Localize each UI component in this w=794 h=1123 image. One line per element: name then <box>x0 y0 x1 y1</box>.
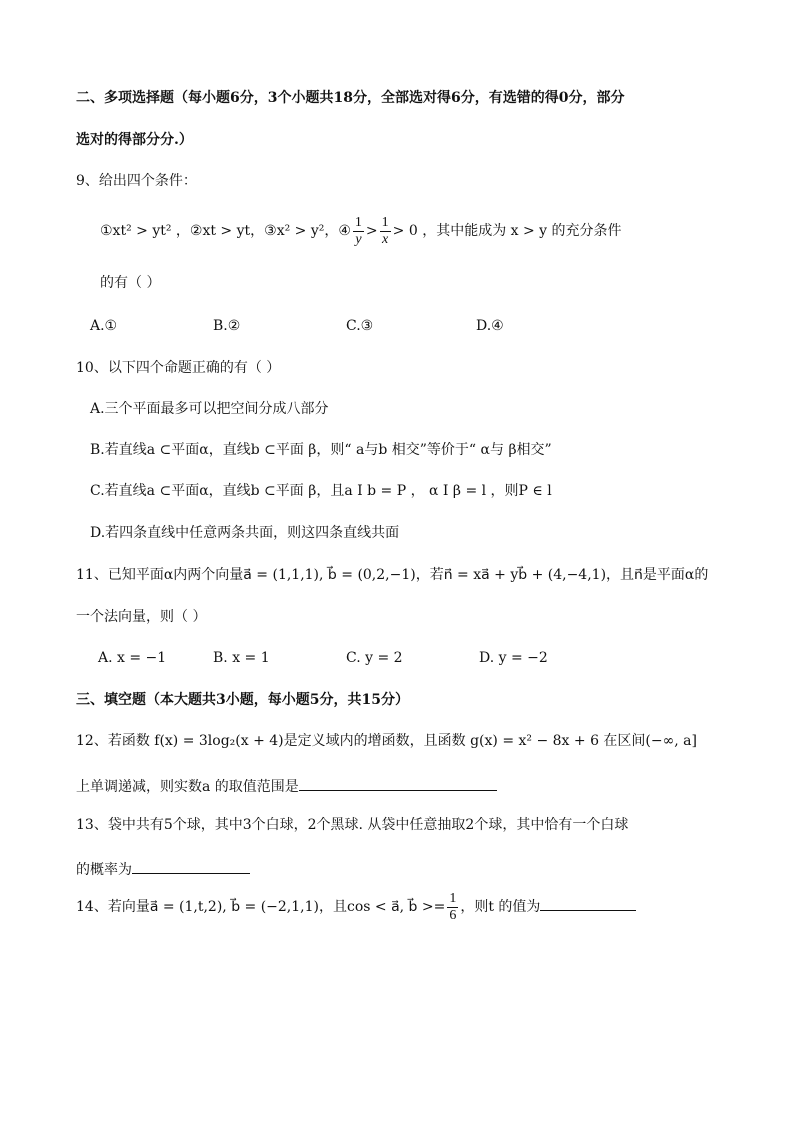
section2-title-line1: 二、多项选择题（每小题6分，3个小题共18分，全部选对得6分，有选错的得0分，部分 <box>76 90 625 106</box>
q9-option-b: B.② <box>213 318 241 334</box>
q13-line1: 13、袋中共有5个球，其中3个白球，2个黑球. 从袋中任意抽取2个球，其中恰有一个白球 <box>76 817 629 833</box>
q11-stem2: 一个法向量，则（ ） <box>76 609 207 625</box>
q11-option-a: A. x = −1 <box>98 650 167 666</box>
q9-option-a: A.① <box>90 318 118 334</box>
q9-gt: > <box>365 223 378 239</box>
section3-title: 三、填空题（本大题共3小题，每小题5分，共15分） <box>76 692 409 708</box>
q14-prefix: 14、若向量a⃗ = (1,t,2), b⃗ = (−2,1,1)，且cos < a⃗, b⃗ >= <box>76 899 446 915</box>
q10-option-c: C.若直线a ⊂平面α，直线b ⊂平面 β，且a I b = P ， α I β = l ，则P ∈ l <box>90 483 552 499</box>
q10-option-a: A.三个平面最多可以把空间分成八部分 <box>90 401 329 417</box>
q9-fraction-1-over-y: $\frac{1}{y}$ <box>354 214 362 247</box>
q10-option-b: B.若直线a ⊂平面α，直线b ⊂平面 β，则“ a与b 相交”等价于“ α与 β相交” <box>90 442 552 458</box>
q14-answer-blank[interactable] <box>540 894 636 911</box>
q13-answer-blank[interactable] <box>132 857 250 874</box>
q11-option-d: D. y = −2 <box>479 650 548 666</box>
q10-option-d: D.若四条直线中任意两条共面，则这四条直线共面 <box>90 525 400 541</box>
q12-line2-text: 上单调递减，则实数a 的取值范围是 <box>76 779 299 795</box>
q10-stem: 10、以下四个命题正确的有（ ） <box>76 360 281 376</box>
q12-line2 <box>76 774 497 797</box>
q11-stem: 11、已知平面α内两个向量a⃗ = (1,1,1), b⃗ = (0,2,−1)，若n⃗ = xa⃗ + yb⃗ + (4,−4,1)，且n⃗是平面α的 <box>76 567 709 583</box>
q13-line2 <box>76 857 250 880</box>
q11-option-b: B. x = 1 <box>213 650 270 666</box>
section2-title-line2: 选对的得部分分.） <box>76 132 193 148</box>
q9-option-c: C.③ <box>346 318 374 334</box>
q9-stem: 9、给出四个条件： <box>76 173 197 189</box>
q9-conditions <box>100 214 622 248</box>
q14-line <box>76 890 636 924</box>
q9-conditions-text: ①xt² > yt² ，②xt > yt，③x² > y²，④ <box>100 223 351 239</box>
q11-option-c: C. y = 2 <box>346 650 403 666</box>
q12-answer-blank[interactable] <box>299 774 497 791</box>
q9-stem2: 的有（ ） <box>100 275 161 291</box>
q9-fraction-1-over-x: $\frac{1}{x}$ <box>381 214 389 247</box>
q14-fraction-1-over-6: $\frac{1}{6}$ <box>449 890 457 923</box>
q9-tail: > 0 ，其中能成为 x > y 的充分条件 <box>392 223 622 239</box>
q13-line2-text: 的概率为 <box>76 862 132 878</box>
q9-option-d: D.④ <box>476 318 504 334</box>
q12-line1: 12、若函数 f(x) = 3log₂(x + 4)是定义域内的增函数，且函数 g(x) = x² − 8x + 6 在区间(−∞, a] <box>76 733 697 749</box>
q14-suffix: ，则t 的值为 <box>460 899 541 915</box>
